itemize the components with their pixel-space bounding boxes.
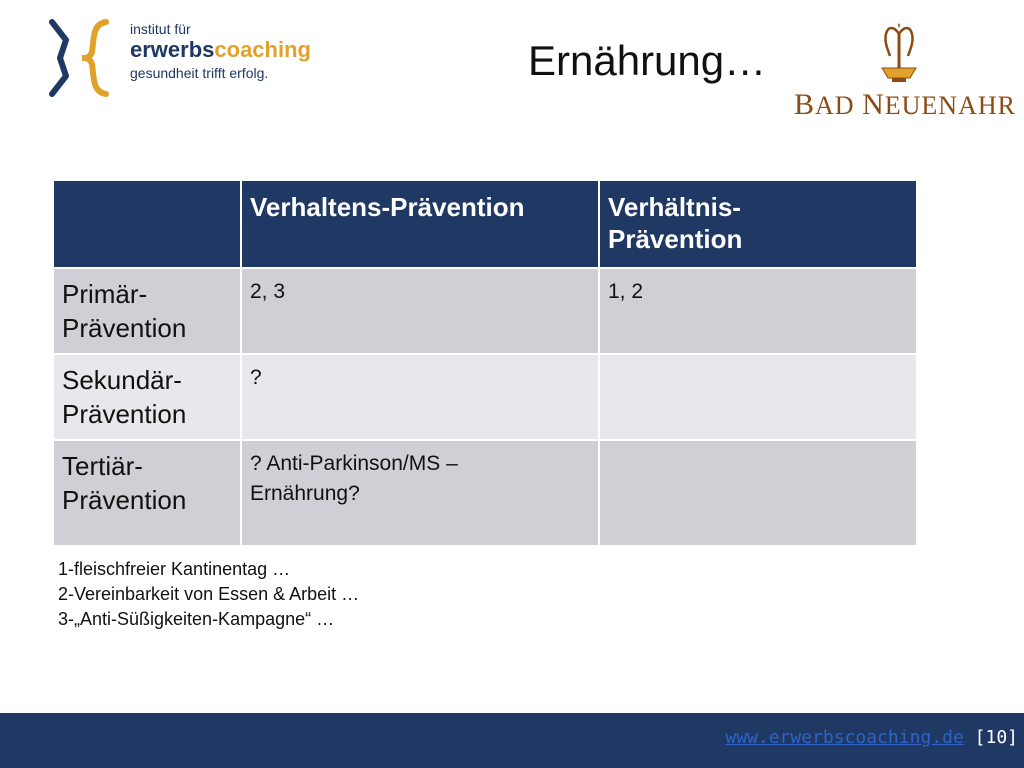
notes-list [58,557,359,632]
header-cell-verhaltens: Verhaltens-Prävention [241,180,599,268]
cell-verhalten: ? [241,354,599,440]
logo-word-erwerbs: erwerbs [130,37,215,62]
brand-name: BAD NEUENAHR [794,88,1016,121]
logo-line-1: institut für [130,21,191,37]
row-label-sekundaer: Sekundär- Prävention [53,354,241,440]
logo-word-coaching: coaching [214,37,311,62]
note-item: 3-„Anti-Süßigkeiten-Kampagne“ … [58,609,335,629]
table-row [53,440,917,546]
footer-text [725,727,1018,748]
bad-neuenahr-logo [794,22,1016,122]
header-cell-verhaeltnis: Verhältnis- Prävention [599,180,917,268]
table-row [53,268,917,354]
page-title: Ernährung… [528,37,767,84]
logo-tagline: gesundheit trifft erfolg. [130,65,269,81]
cell-verhalten: ? Anti-Parkinson/MS – Ernährung? [241,440,599,546]
cell-verhaeltnis [599,440,917,546]
brace-logo-icon [48,18,118,98]
institute-logo [48,18,338,98]
cell-verhaeltnis [599,354,917,440]
row-label-tertiaer: Tertiär- Prävention [53,440,241,546]
note-item: 2-Vereinbarkeit von Essen & Arbeit … [58,584,360,604]
table-row [53,354,917,440]
header-cell-empty [53,180,241,268]
cell-verhaeltnis: 1, 2 [599,268,917,354]
cell-verhalten: 2, 3 [241,268,599,354]
prevention-table [52,179,918,547]
note-item: 1-fleischfreier Kantinentag … [58,559,291,579]
website-link[interactable]: www.erwerbscoaching.de [725,727,964,748]
table-header-row [53,180,917,268]
logo-line-2 [130,39,311,61]
fountain-icon [876,22,922,84]
page-number: [10] [974,727,1018,748]
row-label-primaer: Primär- Prävention [53,268,241,354]
footer-bar [0,713,1024,768]
